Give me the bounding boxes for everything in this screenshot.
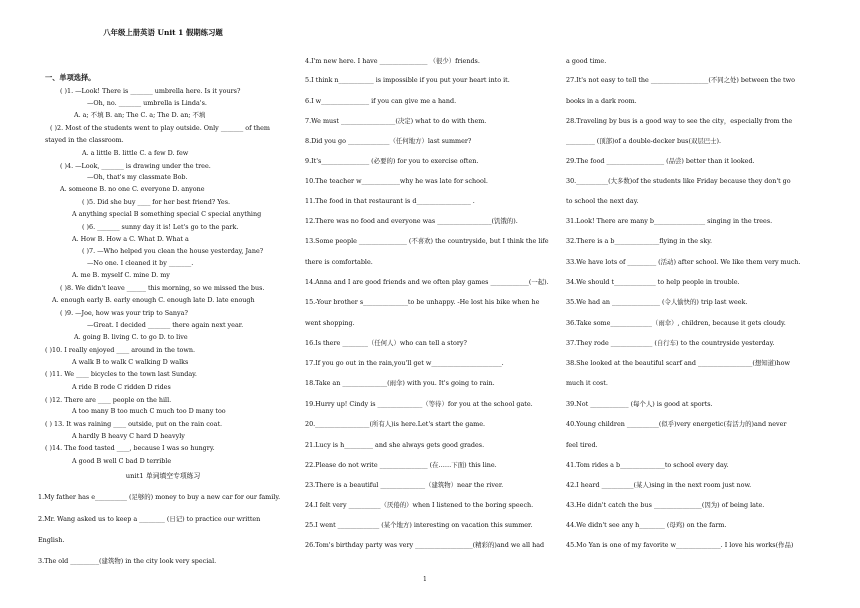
fill-line-c3-21: 41.Tom rides a b______________to school every day.: [566, 461, 729, 469]
fill-line-c3-18: 39.Not ____________ (每个人) is good at sports.: [566, 400, 713, 408]
fill-line-c3-11: 33.We have lots of _________ (活动) after school. We like them very much.: [566, 258, 801, 266]
fill-line-c3-7: 30.__________(大多数)of the students like Friday because they don't go: [566, 177, 791, 185]
mc-line-20: —Great. I decided _______ there again next year.: [87, 321, 244, 329]
fill-line-c2-12: 14.Anna and I are good friends and we often play games ____________(一起).: [305, 278, 549, 286]
mc-line-24: ( )11. We ____ bicycles to the town last Sunday.: [45, 370, 197, 378]
section-heading-word-fill: unit1 单词填空专项练习: [125, 472, 201, 480]
fill-line-c2-3: 6.I w_______________ if you can give me a hand.: [305, 97, 457, 105]
mc-line-25: A ride B rode C ridden D rides: [72, 383, 171, 391]
fill-line-c3-12: 34.We should t_____________ to help people in trouble.: [566, 278, 740, 286]
fill-line-c3-20: feel tired.: [566, 441, 598, 449]
mc-line-13: A. How B. How a C. What D. What a: [72, 235, 189, 243]
fill-line-c3-16: 38.She looked at the beautiful scarf and _________________(想知道)how: [566, 359, 790, 367]
mc-line-5: stayed in the classroom.: [45, 136, 124, 144]
fill-line-c2-1: 4.I'm new here. I have _______________ （很少）friends.: [305, 57, 480, 65]
mc-line-7: ( )4. —Look, _______ is drawing under the tree.: [60, 162, 211, 170]
fill-line-c2-23: 24.I felt very __________（厌倦的）when I listened to the boring speech.: [305, 501, 534, 509]
fill-line-c3-8: to school the next day.: [566, 197, 639, 205]
fill-line-c2-17: 18.Take an ______________(雨伞) with you. It's going to rain.: [305, 379, 495, 387]
fill-line-c3-19: 40.Young children __________(似乎)very energetic(有活力的)and never: [566, 420, 787, 428]
section-heading-multiple-choice: 一、单项选择。: [45, 73, 96, 82]
mc-line-19: ( )9. —Joe, how was your trip to Sanya?: [60, 309, 188, 317]
fill-line-c2-10: 13.Some people _______________ (不喜欢) the countryside, but I think the life: [305, 237, 549, 245]
fill-line-c1-2: 2.Mr. Wang asked us to keep a ________ (日记) to practice our written: [38, 515, 261, 523]
mc-line-26: ( )12. There are ____ people on the hill.: [45, 396, 172, 404]
mc-line-16: A. me B. myself C. mine D. my: [72, 271, 170, 279]
fill-line-c3-22: 42.I heard __________(某人)sing in the next room just now.: [566, 481, 752, 489]
fill-line-c1-1: 1.My father has e__________ (足够的) money to buy a new car for our family.: [38, 493, 281, 501]
mc-line-4: ( )2. Most of the students went to play outside. Only _______ of them: [50, 124, 270, 132]
fill-line-c2-9: 12.There was no food and everyone was _________________(饥饿的).: [305, 217, 518, 225]
fill-line-c3-5: _________ (顶部)of a double-decker bus(双层巴士).: [566, 137, 722, 145]
fill-line-c3-2: 27.It's not easy to tell the __________________(不同之处) between the two: [566, 76, 795, 84]
mc-line-31: A good B well C bad D terrible: [72, 457, 172, 465]
mc-line-12: ( )6. _______ sunny day it is! Let's go to the park.: [82, 223, 239, 231]
fill-line-c2-18: 19.Hurry up! Cindy is ______________（等待）for you at the school gate.: [305, 400, 533, 408]
fill-line-c2-13: 15.-Your brother s______________to be unhappy. -He lost his bike when he: [305, 298, 540, 306]
mc-line-2: —Oh, no. _______ umbrella is Linda's.: [87, 99, 207, 107]
fill-line-c3-17: much it cost.: [566, 379, 608, 387]
fill-line-c3-14: 36.Take some_____________（雨伞）, children, because it gets cloudy.: [566, 319, 786, 327]
mc-line-10: ( )5. Did she buy ____ for her best friend? Yes.: [82, 198, 231, 206]
mc-line-28: ( ) 13. It was raining ____ outside, put on the rain coat.: [45, 420, 223, 428]
mc-line-3: A. a; 不填 B. an; The C. a; The D. an; 不填: [74, 111, 206, 119]
mc-line-11: A anything special B something special C special anything: [72, 210, 262, 218]
mc-line-30: ( )14. The food tasted ____, because I was so hungry.: [45, 444, 215, 452]
fill-line-c2-5: 8.Did you go _____________（任何地方）last summer?: [305, 137, 472, 145]
fill-line-c3-15: 37.They rode _____________ (自行车) to the countryside yesterday.: [566, 339, 775, 347]
fill-line-c3-4: 28.Traveling by bus is a good way to see the city，especially from the: [566, 117, 793, 125]
fill-line-c2-20: 21.Lucy is h_________ and she always gets good grades.: [305, 441, 485, 449]
fill-line-c3-10: 32.There is a b______________flying in the sky.: [566, 237, 713, 245]
fill-line-c2-8: 11.The food in that restaurant is d_________________ .: [305, 197, 475, 205]
fill-line-c2-4: 7.We must _________________(决定) what to do with them.: [305, 117, 487, 125]
fill-line-c2-11: there is comfortable.: [305, 258, 373, 266]
fill-line-c2-21: 22.Please do not write _______________ (在……下面) this line.: [305, 461, 497, 469]
mc-line-6: A. a little B. little C. a few D. few: [82, 149, 189, 157]
fill-line-c1-4: 3.The old _________(建筑物) in the city look very special.: [38, 557, 217, 565]
worksheet-title: 八年级上册英语 Unit 1 假期练习题: [103, 28, 223, 37]
mc-line-17: ( )8. We didn't leave ______ this morning, so we missed the bus.: [60, 284, 265, 292]
fill-line-c2-24: 25.I went _____________ (某个地方) interesting on vacation this summer.: [305, 521, 533, 529]
mc-line-14: ( )7. —Who helped you clean the house yesterday, Jane?: [82, 247, 264, 255]
mc-line-27: A too many B too much C much too D many too: [72, 407, 226, 415]
fill-line-c3-24: 44.We didn't see any h________ (母鸡) on the farm.: [566, 521, 727, 529]
fill-line-c2-16: 17.If you go out in the rain,you'll get w______________________.: [305, 359, 504, 367]
fill-line-c3-3: books in a dark room.: [566, 97, 637, 105]
fill-line-c1-3: English.: [38, 536, 65, 544]
fill-line-c2-14: went shopping.: [305, 319, 355, 327]
fill-line-c2-19: 20._________________(所有人)is here.Let's start the game.: [305, 420, 486, 428]
fill-line-c2-22: 23.There is a beautiful ______________（建筑物）near the river.: [305, 481, 504, 489]
fill-line-c2-2: 5.I think n___________ is impossible if you put your heart into it.: [305, 76, 510, 84]
mc-line-21: A. going B. living C. to go D. to live: [74, 333, 188, 341]
fill-line-c2-15: 16.Is there ________（任何人）who can tell a story?: [305, 339, 467, 347]
fill-line-c3-6: 29.The food __________________ (品尝) better than it looked.: [566, 157, 755, 165]
mc-line-8: —Oh, that's my classmate Bob.: [87, 173, 188, 181]
mc-line-15: —No one. I cleaned it by _______.: [87, 259, 194, 267]
fill-line-c2-7: 10.The teacher w____________why he was late for school.: [305, 177, 488, 185]
mc-line-29: A hardly B heavy C hard D heavyly: [72, 432, 185, 440]
fill-line-c3-25: 45.Mo Yan is one of my favorite w______________. I love his works(作品): [566, 541, 794, 549]
mc-line-23: A walk B to walk C walking D walks: [72, 358, 189, 366]
mc-line-22: ( )10. I really enjoyed ____ around in the town.: [45, 346, 195, 354]
fill-line-c3-1: a good time.: [566, 57, 607, 65]
mc-line-1: ( )1. —Look! There is _______ umbrella here. Is it yours?: [60, 87, 241, 95]
fill-line-c2-25: 26.Tom's birthday party was very __________________(精彩的)and we all had: [305, 541, 545, 549]
mc-line-18: A. enough early B. early enough C. enough late D. late enough: [52, 296, 255, 304]
fill-line-c2-6: 9.It's_______________ (必要的) for you to exercise often.: [305, 157, 479, 165]
mc-line-9: A. someone B. no one C. everyone D. anyone: [60, 185, 205, 193]
fill-line-c3-13: 35.We had an _______________ (令人愉快的) trip last week.: [566, 298, 748, 306]
page-number: 1: [423, 576, 427, 583]
fill-line-c3-23: 43.He didn't catch the bus _______________(因为) of being late.: [566, 501, 765, 509]
fill-line-c3-9: 31.Look! There are many b________________ singing in the trees.: [566, 217, 773, 225]
